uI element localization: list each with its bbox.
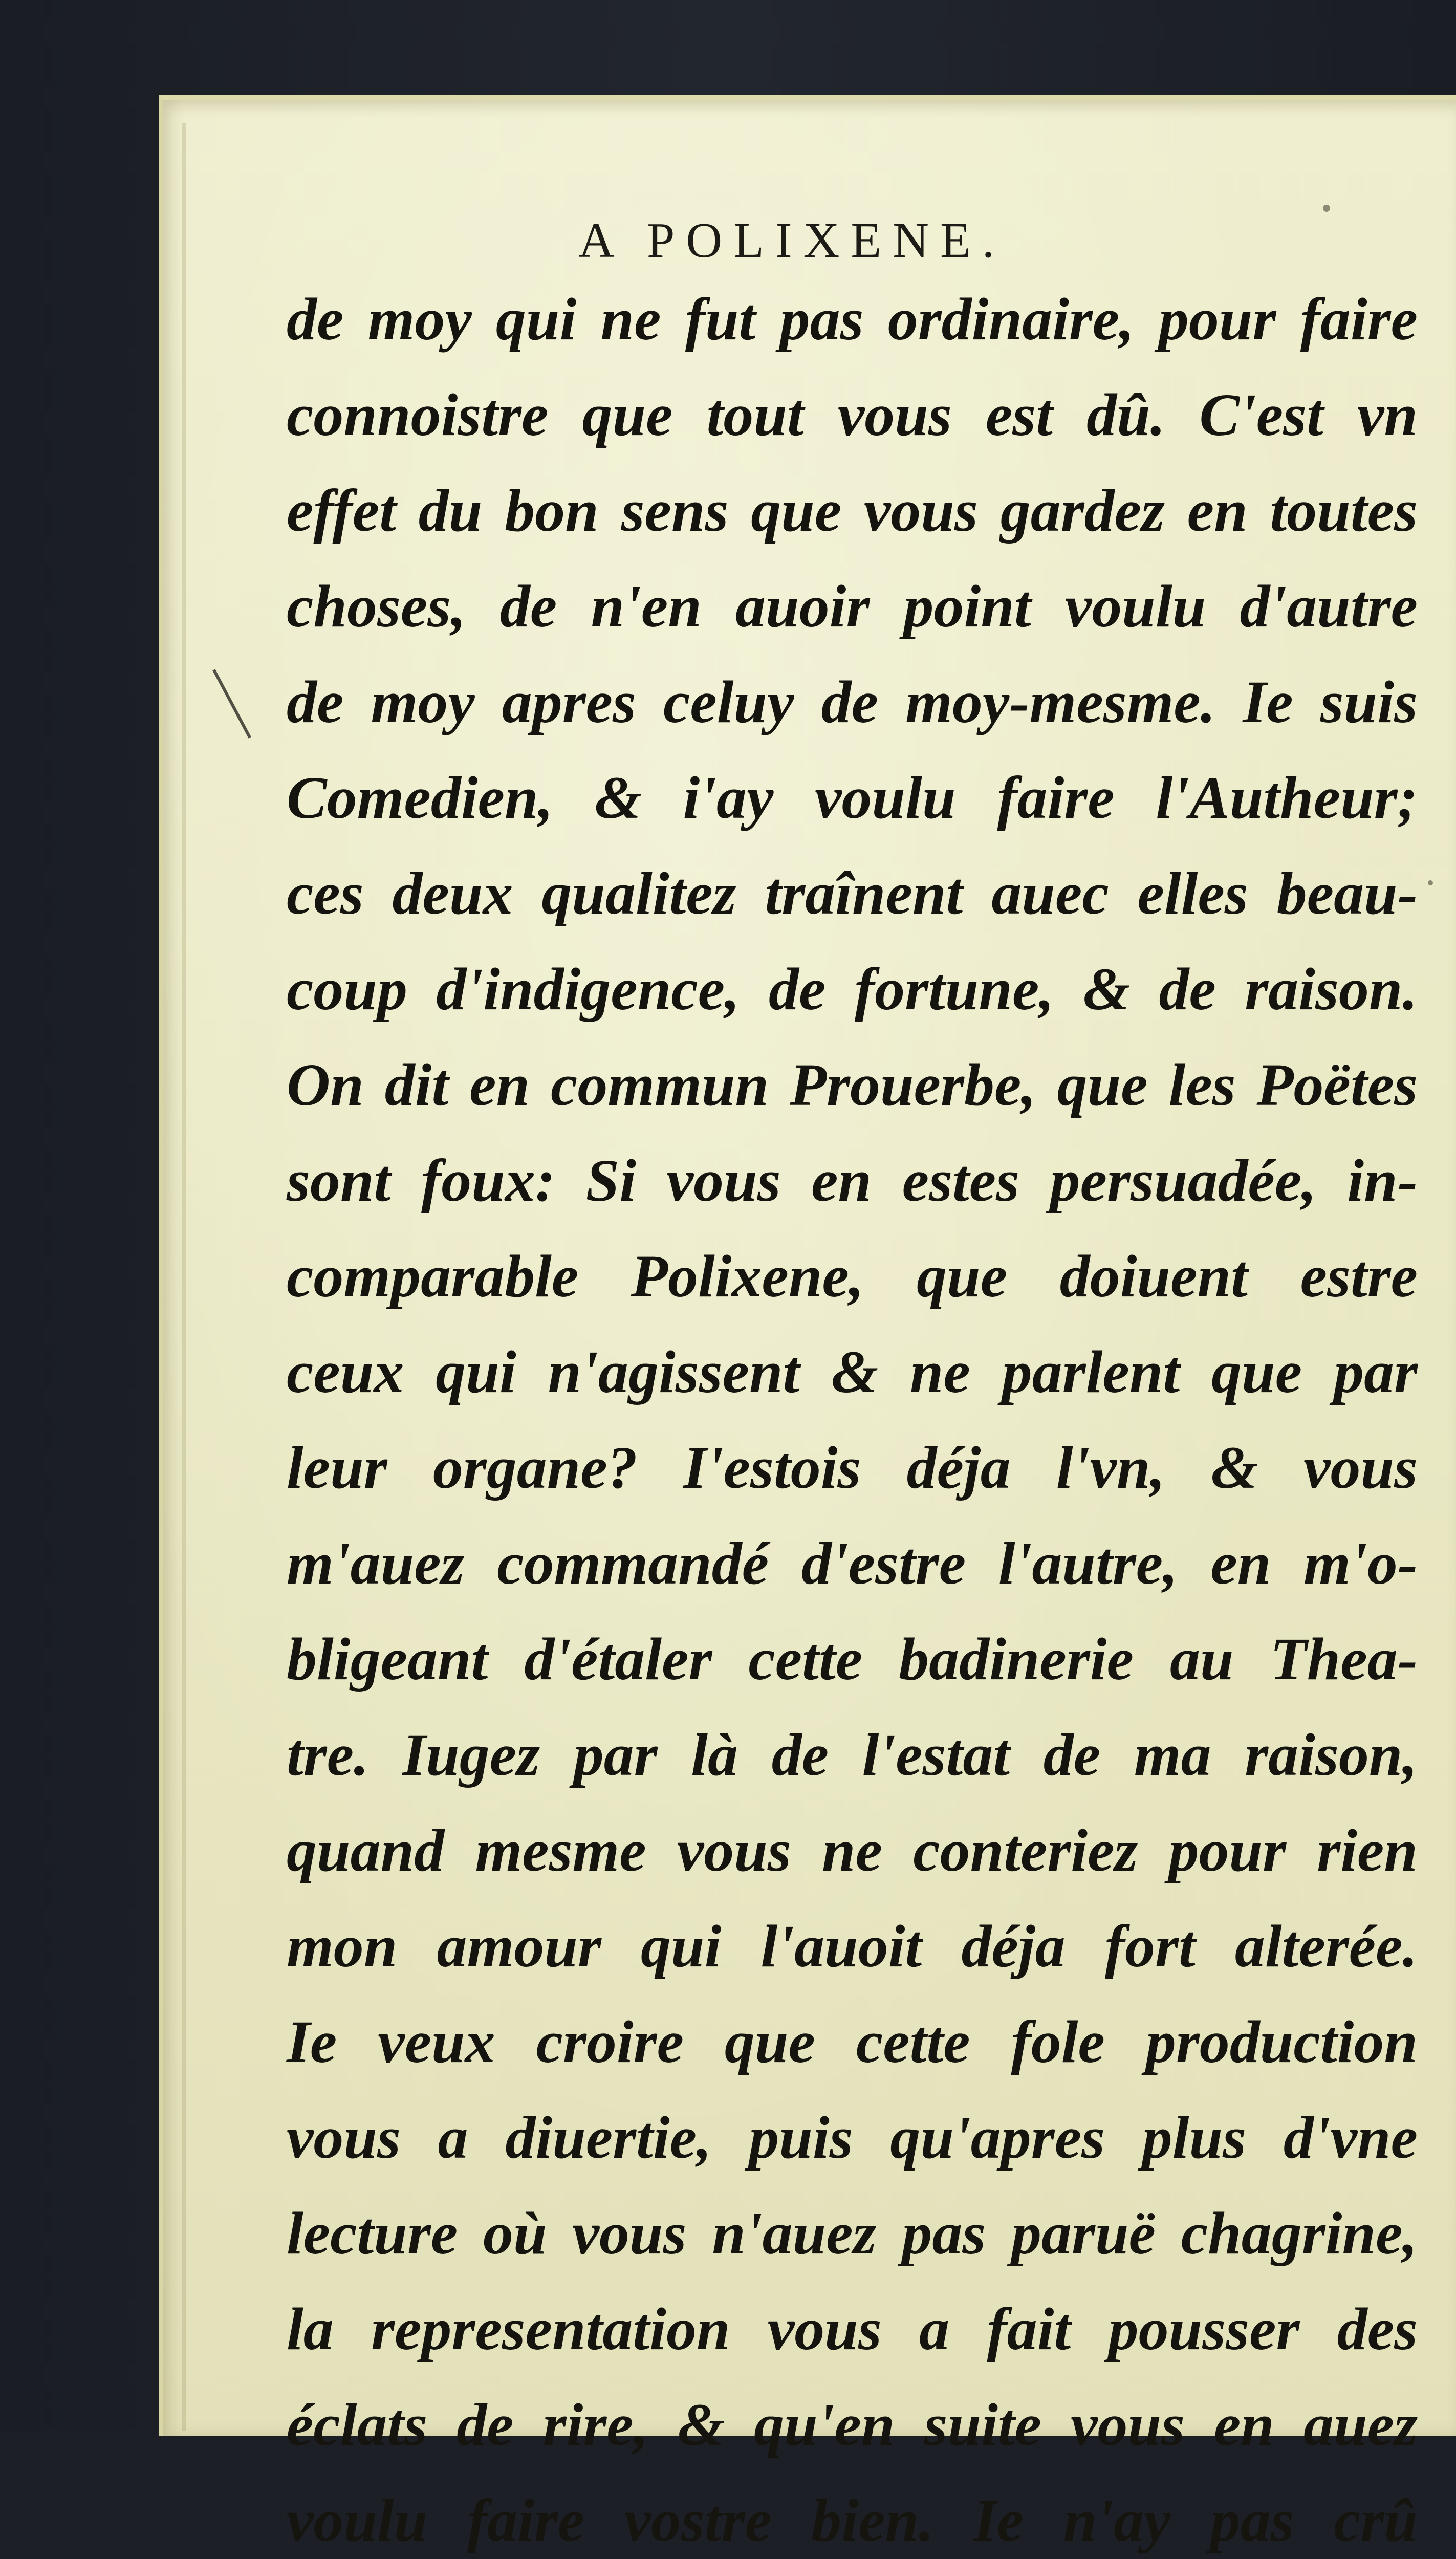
text-line: comparable Polixene, que doiuent estre — [287, 1243, 1418, 1310]
text-line: mon amour qui l'auoit déja fort alterée. — [287, 1913, 1418, 1980]
running-head: A POLIXENE. — [578, 213, 1006, 268]
text-line: tre. Iugez par là de l'estat de ma raison, — [287, 1721, 1418, 1788]
paper-speck — [1428, 880, 1433, 885]
text-line: éclats de rire, & qu'en suite vous en auez — [287, 2391, 1418, 2458]
text-line: On dit en commun Prouerbe, que les Poëtes — [287, 1051, 1418, 1118]
paper-speck — [1323, 205, 1330, 212]
body-text — [287, 271, 1418, 2559]
text-line: lecture où vous n'auez pas paruë chagrine, — [287, 2200, 1418, 2267]
page-header — [0, 212, 1456, 269]
text-line: coup d'indigence, de fortune, & de raison. — [287, 956, 1418, 1023]
text-line: leur organe? I'estois déja l'vn, & vous — [287, 1434, 1418, 1501]
text-line: connoistre que tout vous est dû. C'est vn — [287, 381, 1418, 448]
text-line: sont foux: Si vous en estes persuadée, in- — [287, 1147, 1418, 1214]
text-line: quand mesme vous ne conteriez pour rien — [287, 1817, 1418, 1884]
text-line: vous a diuertie, puis qu'apres plus d'vne — [287, 2104, 1418, 2171]
text-line: choses, de n'en auoir point voulu d'autre — [287, 573, 1418, 640]
text-line: de moy apres celuy de moy-mesme. Ie suis — [287, 668, 1418, 735]
text-line: voulu faire vostre bien. Ie n'ay pas crû — [287, 2487, 1418, 2554]
text-line: ceux qui n'agissent & ne parlent que par — [287, 1338, 1418, 1405]
text-line: Comedien, & i'ay voulu faire l'Autheur; — [287, 764, 1418, 831]
text-line: m'auez commandé d'estre l'autre, en m'o- — [287, 1530, 1418, 1597]
text-line: effet du bon sens que vous gardez en toutes — [287, 477, 1418, 544]
text-line: ces deux qualitez traînent auec elles beau- — [287, 860, 1418, 927]
text-line: bligeant d'étaler cette badinerie au Thea- — [287, 1625, 1418, 1693]
text-line: de moy qui ne fut pas ordinaire, pour faire — [287, 286, 1418, 353]
text-line: la representation vous a fait pousser des — [287, 2295, 1418, 2362]
page-gutter-shadow — [182, 123, 186, 2431]
text-line: Ie veux croire que cette fole production — [287, 2008, 1418, 2075]
